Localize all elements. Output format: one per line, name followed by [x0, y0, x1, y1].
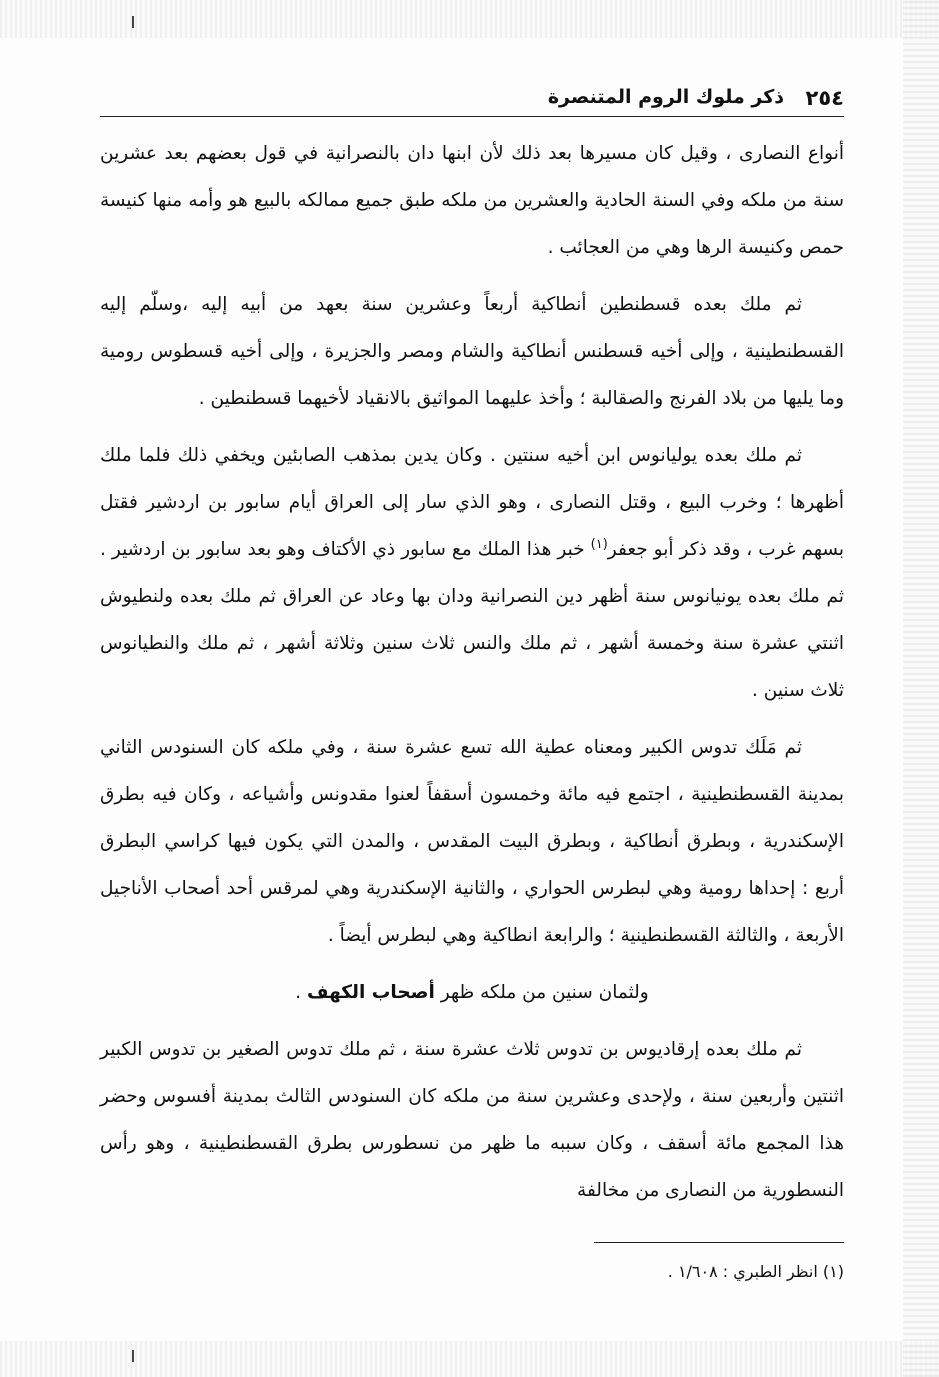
paragraph	[100, 969, 844, 1016]
header-rule	[100, 116, 844, 117]
paragraph: ثم ملك بعده إرقاديوس بن تدوس ثلاث عشرة سنة ، ثم ملك تدوس الصغير بن تدوس الكبير اثنتين وأربعين سنة ، ولإحدى وعشرين سنة من ملكه كان السنودس الثالث بمدينة أفسوس وحضر هذا المجمع مائة أسقف ، وكان سببه ما ظهر من نسطورس بطرق القسطنطينية ، وهو رأس النسطورية من النصارى من مخالفة	[100, 1039, 844, 1201]
emphasized-text: أصحاب الكهف	[307, 982, 435, 1003]
paragraph-text: .	[295, 982, 308, 1003]
body-text	[100, 130, 844, 1224]
scan-edge-top	[0, 0, 939, 38]
paragraph	[100, 432, 844, 714]
page-number: ٢٥٤	[805, 86, 844, 110]
paragraph: أنواع النصارى ، وقيل كان مسيرها بعد ذلك لأن ابنها دان بالنصرانية في قول بعضهم بعد عشرين سنة من ملكه وفي السنة الحادية والعشرين من ملكه طبق جميع ممالكه بالبيع هو وأمه منها كنيسة حمص وكنيسة الرها وهي من العجائب .	[100, 143, 844, 258]
footnote-marker: (١)	[590, 536, 608, 552]
scan-tick-mark	[132, 16, 134, 28]
paragraph: ثم ملك بعده قسطنطين أنطاكية أربعاً وعشرين سنة بعهد من أبيه إليه ،وسلّم إليه القسطنطينية ، وإلى أخيه قسطنس أنطاكية والشام ومصر والجزيرة ، وإلى أخيه قسطوس رومية وما يليها من بلاد الفرنج والصقالبة ؛ وأخذ عليهما المواثيق بالانقياد لأخيهما قسطنطين .	[100, 294, 844, 409]
running-title: ذكر ملوك الروم المتنصرة	[547, 86, 784, 108]
paragraph: ثم مَلَك تدوس الكبير ومعناه عطية الله تسع عشرة سنة ، وفي ملكه كان السنودس الثاني بمدينة القسطنطينية ، اجتمع فيه مائة وخمسون أسقفاً لعنوا مقدونس وأشياعه ، وكان فيه بطرق الإسكندرية ، وبطرق أنطاكية ، وبطرق البيت المقدس ، والمدن التي يكون فيها كراسي البطرق أربع : إحداها رومية وهي لبطرس الحواري ، والثانية الإسكندرية وهي لمرقس أحد أصحاب الأناجيل الأربعة ، والثالثة القسطنطينية ؛ والرابعة انطاكية وهي لبطرس أيضاً .	[100, 737, 844, 946]
paragraph-text: ولثمان سنين من ملكه ظهر	[434, 982, 649, 1003]
scan-edge-bottom	[0, 1341, 939, 1377]
paragraph-text: خبر هذا الملك مع سابور ذي الأكتاف وهو بعد سابور بن اردشير . ثم ملك بعده يونيانوس سنة أظهر دين النصرانية ودان بها وعاد عن العراق ثم ملك بعده ولنطيوش اثنتي عشرة سنة وخمسة أشهر ، ثم ملك والنس ثلاث سنين وثلاثة أشهر ، ثم ملك والنطيانوس ثلاث سنين .	[100, 539, 844, 701]
footnote-rule	[594, 1242, 844, 1243]
page-header	[100, 84, 844, 120]
scan-tick-mark	[132, 1350, 134, 1362]
scan-edge-right	[903, 0, 939, 1377]
paragraph-text: ثم ملك بعده يوليانوس ابن أخيه سنتين . وكان يدين بمذهب الصابئين ويخفي ذلك فلما ملك أظهرها ؛ وخرب البيع ، وقتل النصارى ، وهو الذي سار إلى العراق أيام سابور بن اردشير فقتل بسهم غرب ، وقد ذكر أبو جعفر	[100, 445, 845, 560]
footnote: (١) انظر الطبري : ١/٦٠٨ .	[667, 1262, 844, 1281]
